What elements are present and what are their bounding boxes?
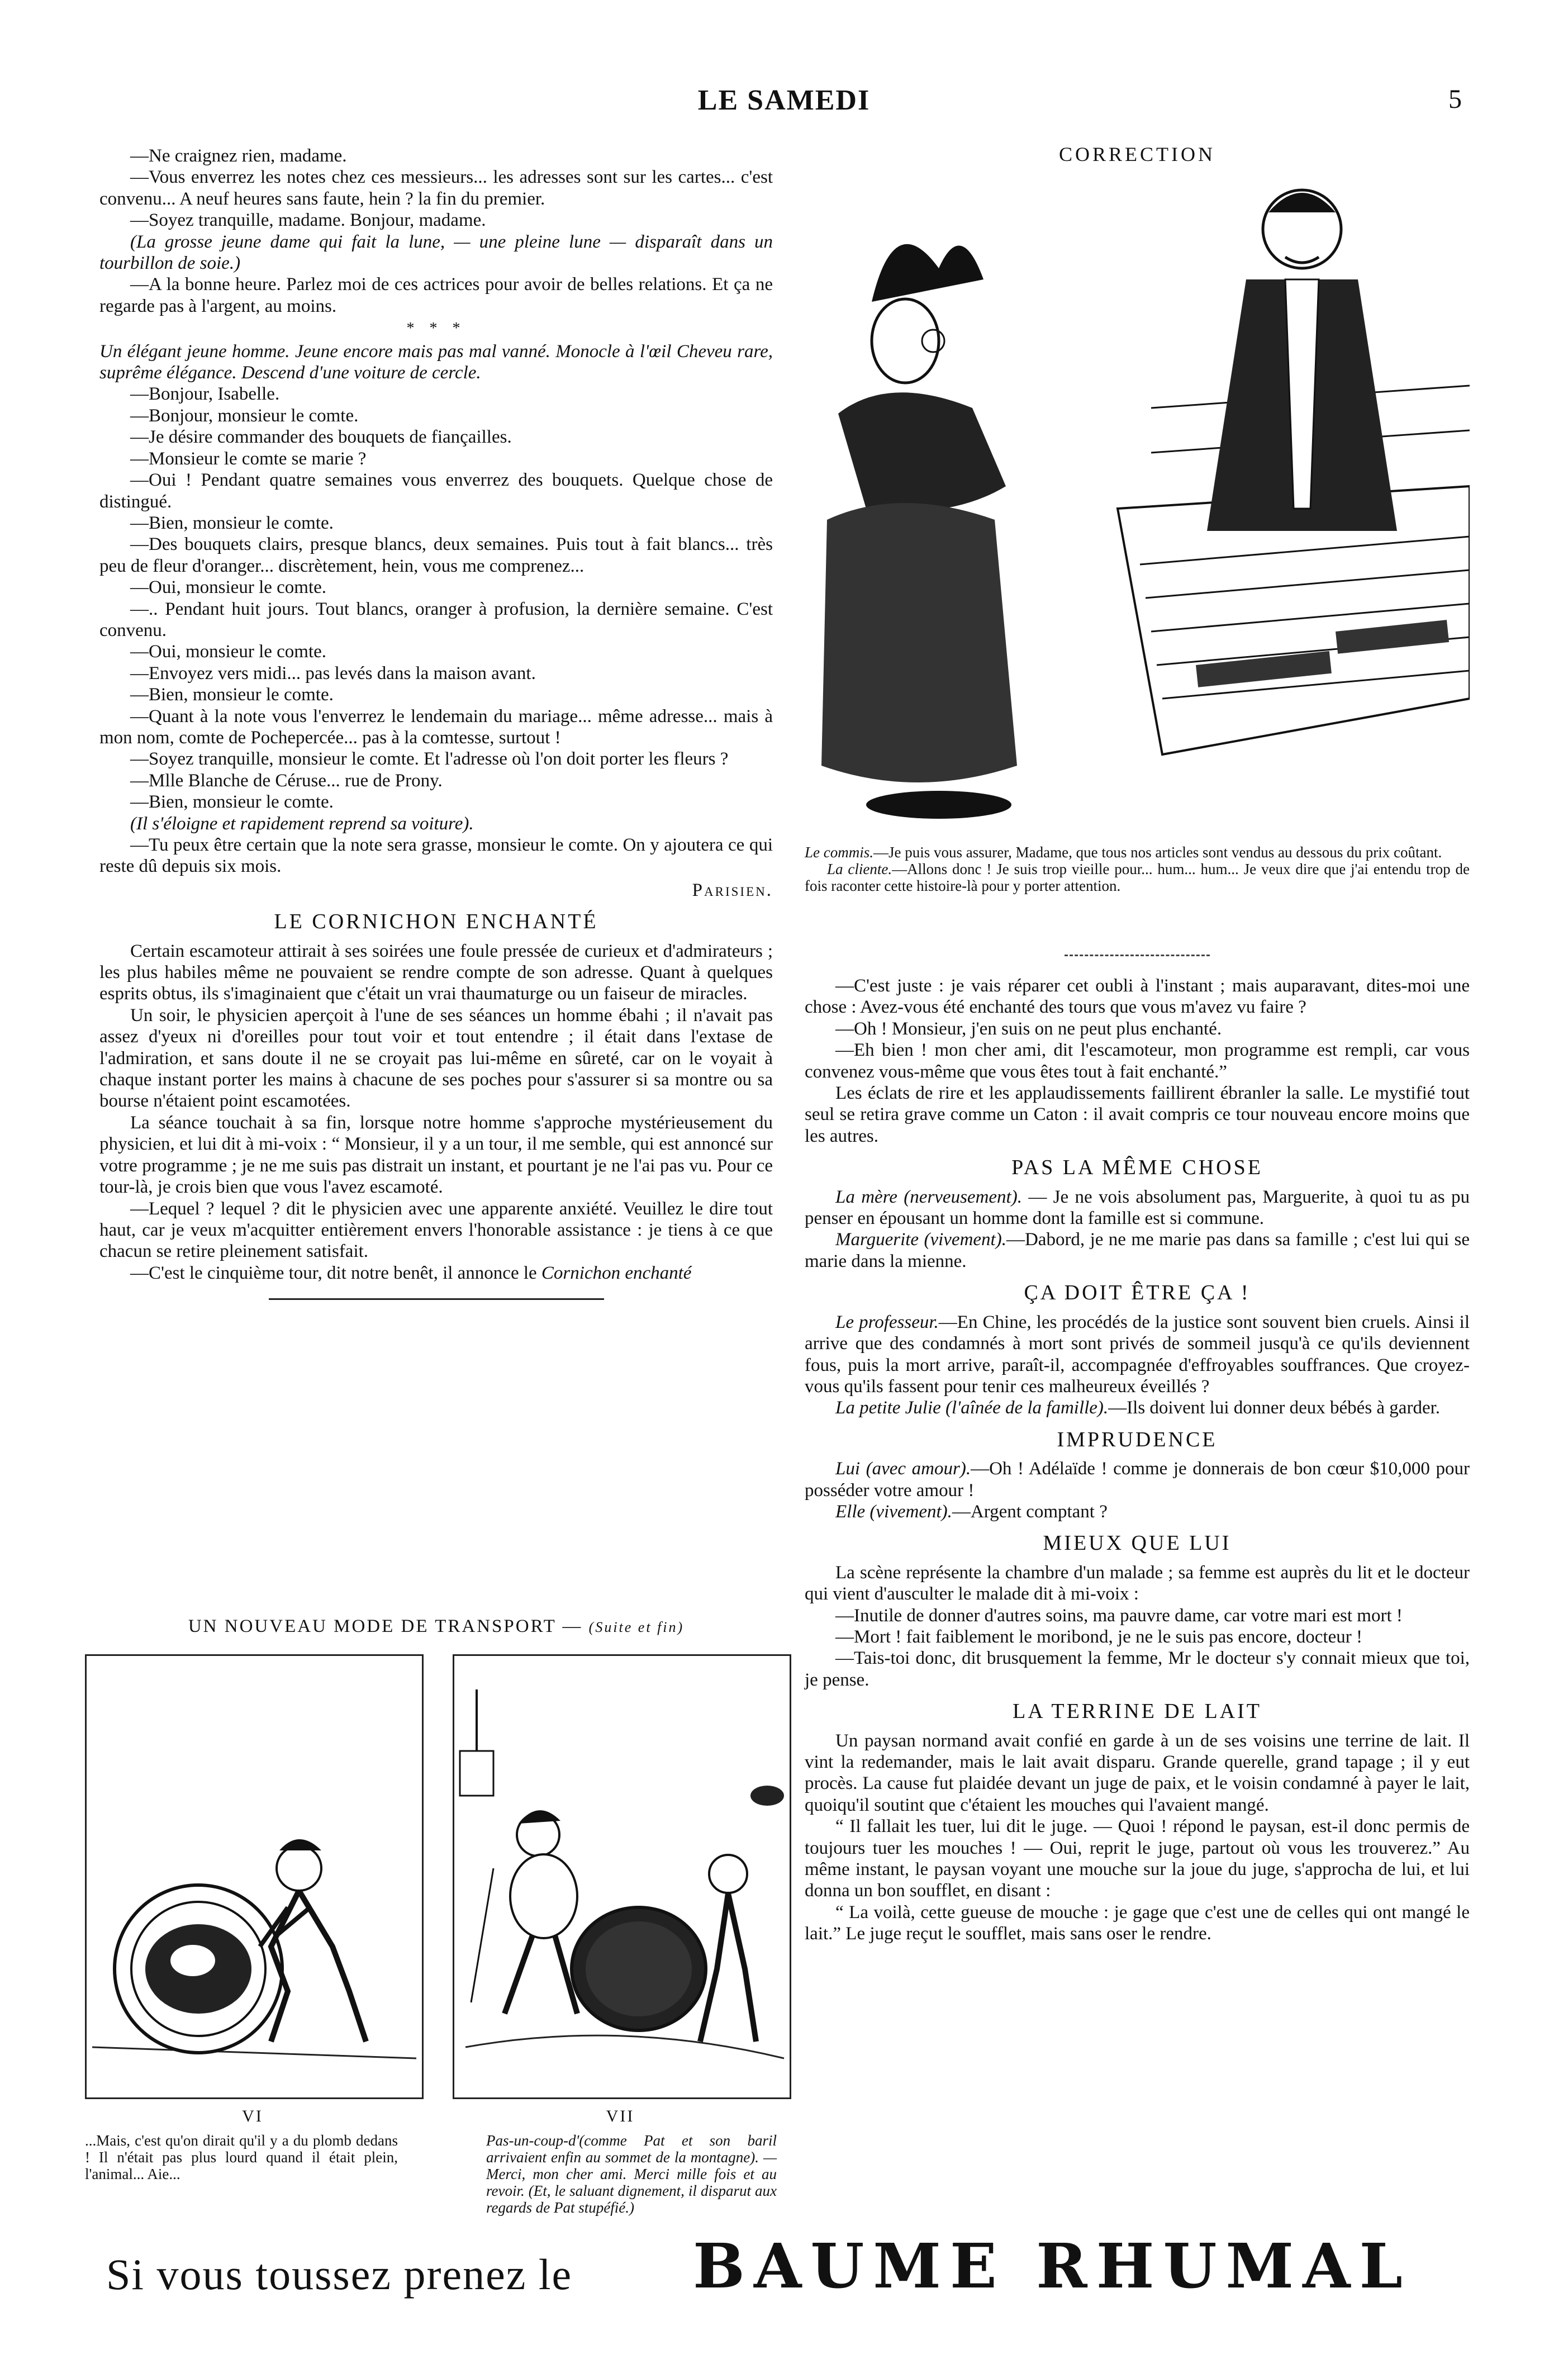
dialogue-line: —A la bonne heure. Parlez moi de ces actrices pour avoir de belles relations. Et ça ne regarde pas à l'argent, au moins.: [99, 274, 773, 316]
paragraph: Un soir, le physicien aperçoit à l'une de ses séances un homme ébahi ; il n'avait pas assez d'yeux ni d'oreilles pour tout voir et tout entendre ; il était dans l'extase de l'admiration, et sans doute il ne se croyait pas lui-même en sûreté, car on le voyait à chaque instant porter les mains à chacune de ses poches pour s'assurer si sa montre ou sa bourse n'étaient point escamotées.: [99, 1005, 773, 1112]
comic-panel-6-number: VI: [242, 2107, 263, 2125]
dialogue-line: —Oui ! Pendant quatre semaines vous enverrez des bouquets. Quelque chose de distingué.: [99, 470, 773, 512]
line: — Je ne vois absolument pas, Marguerite, à quoi tu as pu penser en épousant un homme dont la famille est si commune.: [805, 1186, 1470, 1229]
paragraph-text: —C'est le cinquième tour, dit notre benêt, il annonce le: [130, 1262, 541, 1283]
paragraph: Un paysan normand avait confié en garde à un de ses voisins une terrine de lait. Il vint la redemander, mais le lait avait disparu. Grande querelle, grand tapage ; il y eut procès. La cause fut plaidée devant un juge de paix, et le voisin condamné à payer le lait, quoiqu'il soutint que c'étaient les mouches qui l'avaient mangé.: [805, 1730, 1470, 1815]
line: —Ils doivent lui donner deux bébés à garder.: [1108, 1398, 1441, 1418]
advert-brand: BAUME RHUMAL: [693, 2230, 1412, 2302]
dialogue-line: —Bonjour, Isabelle.: [130, 384, 280, 405]
divider: [269, 1298, 604, 1300]
speaker: La petite Julie (l'aînée de la famille).: [835, 1398, 1109, 1418]
dialogue-line: —Tais-toi donc, dit brusquement la femme, Mr le docteur s'y connait mieux que toi, je pense.: [805, 1648, 1470, 1690]
speaker-customer: La cliente.: [827, 861, 892, 877]
comic-panel-7-illustration: [454, 1656, 790, 2097]
comic-panel-7-caption: Pas-un-coup-d'(comme Pat et son baril arrivaient enfin au sommet de la montagne). — Merci, mon cher ami. Merci mille fois et au revoir. (Et, le saluant dignement, il disparut aux regards de Pat stupéfié.): [486, 2132, 777, 2216]
customer-quote: —Allons donc ! Je suis trop vieille pour... hum... hum... Je veux dire que j'ai entendu trop de fois raconter cette histoire-là pour y porter attention.: [805, 861, 1470, 894]
speaker: Le professeur.: [835, 1312, 939, 1332]
dialogue-line: —Bien, monsieur le comte.: [130, 792, 334, 813]
dialogue-line: —Bonjour, monsieur le comte.: [130, 405, 359, 426]
dialogue-line: [805, 1397, 1470, 1418]
caption-line-clerk: [805, 844, 1470, 861]
dialogue-line: —Envoyez vers midi... pas levés dans la maison avant.: [130, 663, 536, 684]
shop-scene-illustration: [805, 173, 1470, 838]
page-title: LE SAMEDI: [697, 84, 871, 116]
comic-panel-6-illustration: [87, 1656, 422, 2097]
dialogue-line: —Soyez tranquille, monsieur le comte. Et l'adresse où l'on doit porter les fleurs ?: [130, 749, 729, 770]
line: —Dabord, je ne me marie pas dans sa famille ; c'est lui qui se marie dans la mienne.: [805, 1230, 1470, 1271]
paragraph-italic: Cornichon enchanté: [541, 1262, 692, 1283]
dialogue-line: [805, 1501, 1470, 1522]
section-title-mieux: MIEUX QUE LUI: [1043, 1531, 1232, 1555]
speaker: La mère (nerveusement).: [835, 1186, 1022, 1207]
section-title-ca: ÇA DOIT ÊTRE ÇA !: [1024, 1281, 1251, 1305]
illustration-title: CORRECTION: [1058, 143, 1215, 165]
stage-direction: Un élégant jeune homme. Jeune encore mais pas mal vanné. Monocle à l'œil Cheveu rare, suprême élégance. Descend d'une voiture de cercle.: [99, 341, 773, 383]
paragraph: —Eh bien ! mon cher ami, dit l'escamoteur, mon programme est rempli, car vous convenez vous-même que vous êtes tout à fait enchanté.”: [805, 1040, 1470, 1082]
advert-text: Si vous toussez prenez le: [106, 2250, 573, 2299]
paragraph: La séance touchait à sa fin, lorsque notre homme s'approche mystérieusement du physicien, et lui dit à mi-voix : “ Monsieur, il y a un tour, il me semble, qui est annoncé sur votre programme ; je ne me suis pas distrait un instant, et pourtant je ne l'ai pas vu. Pour ce tour-là, je crois bien que vous l'avez escamoté.: [99, 1112, 773, 1198]
clerk-quote: —Je puis vous assurer, Madame, que tous nos articles sont vendus au dessous du prix coûtant.: [873, 844, 1442, 861]
paragraph: “ Il fallait les tuer, lui dit le juge. — Quoi ! répond le paysan, est-il donc permis de toujours tuer les mouches ! — Oui, reprit le juge, partout où vous les trouverez.” Au même instant, le paysan voyant une mouche sur la joue du juge, s'approcha de lui, et lui donna un bon soufflet, en disant :: [805, 1816, 1470, 1901]
paragraph: Certain escamoteur attirait à ses soirées une foule pressée de curieux et d'admirateurs ; les plus habiles même ne pouvaient se rendre compte de son adresse. Quant à quelques esprits obtus, ils s'imaginaient que c'était un vrai thaumaturge ou un faiseur de miracles.: [99, 941, 773, 1004]
dialogue-line: —Monsieur le comte se marie ?: [130, 448, 367, 469]
line: —Argent comptant ?: [952, 1501, 1108, 1522]
dialogue-line: —Vous enverrez les notes chez ces messieurs... les adresses sont sur les cartes... c'est convenu... A neuf heures sans faute, hein ? la fin du premier.: [99, 167, 773, 209]
paragraph: “ La voilà, cette gueuse de mouche : je gage que c'est une de celles qui ont mangé le lait.” Le juge reçut le soufflet, mais sans oser le rendre.: [805, 1902, 1470, 1944]
dialogue-line: [805, 1186, 1470, 1230]
comic-panel-6: [85, 1654, 424, 2099]
illustration-caption: [805, 844, 1470, 894]
dialogue-line: —Je désire commander des bouquets de fiançailles.: [130, 427, 512, 448]
dialogue-line: —Des bouquets clairs, presque blancs, deux semaines. Puis tout à fait blancs... très peu de fleur d'oranger... discrètement, hein, vous me comprenez...: [99, 534, 773, 576]
paragraph: Les éclats de rire et les applaudissements faillirent ébranler la salle. Le mystifié tout seul se retira grave comme un Caton : il avait compris ce tour nouveau encore moins que les autres.: [805, 1083, 1470, 1146]
paragraph: La scène représente la chambre d'un malade ; sa femme est auprès du lit et le docteur qui vient d'ausculter le malade dit à mi-voix :: [805, 1562, 1470, 1605]
dialogue-line: —Inutile de donner d'autres soins, ma pauvre dame, car votre mari est mort !: [835, 1605, 1403, 1626]
stage-direction: (La grosse jeune dame qui fait la lune, — une pleine lune — disparaît dans un tourbillon de soie.): [99, 231, 773, 274]
dialogue-line: —Bien, monsieur le comte.: [130, 512, 334, 533]
dialogue-line: —Oui, monsieur le comte.: [130, 642, 327, 662]
dialogue-line: —Ne craignez rien, madame.: [130, 146, 347, 166]
comic-title-suffix: (Suite et fin): [588, 1619, 685, 1635]
comic-panel-6-caption: ...Mais, c'est qu'on dirait qu'il y a du plomb dedans ! Il n'était pas plus lourd quand il était plein, l'animal... Aie...: [85, 2132, 398, 2182]
speaker-clerk: Le commis.: [805, 844, 873, 861]
dialogue-line: —Quant à la note vous l'enverrez le lendemain du mariage... même adresse... mais à mon nom, comte de Pochepercée... pas à la comtesse, surtout !: [99, 706, 773, 748]
section-title-terrine: LA TERRINE DE LAIT: [1013, 1700, 1262, 1724]
section-title-imprudence: IMPRUDENCE: [1057, 1427, 1218, 1451]
comic-title: [99, 1616, 773, 1637]
speaker: Marguerite (vivement).: [835, 1230, 1006, 1250]
correction-illustration: [805, 173, 1470, 838]
comic-panel-7: [453, 1654, 791, 2099]
comic-title-text: UN NOUVEAU MODE DE TRANSPORT —: [188, 1616, 589, 1636]
dialogue-line: —Soyez tranquille, madame. Bonjour, madame.: [130, 210, 486, 231]
dialogue-line: [805, 1229, 1470, 1272]
comic-panel-7-number: VII: [606, 2107, 635, 2125]
caption-line-customer: [805, 861, 1470, 894]
stage-direction: (Il s'éloigne et rapidement reprend sa voiture).: [130, 813, 474, 834]
paragraph: —Lequel ? lequel ? dit le physicien avec une apparente anxiété. Veuillez le dire tout haut, car je veux m'acquitter entièrement envers l'honorable assistance : je tiens à ce que chacun se retire pleinement satisfait.: [99, 1198, 773, 1262]
dialogue-line: —Mlle Blanche de Céruse... rue de Prony.: [130, 770, 443, 791]
dialogue-line: —Tu peux être certain que la note sera grasse, monsieur le comte. On y ajoutera ce qui reste dû depuis six mois.: [99, 835, 773, 877]
paragraph: —C'est juste : je vais réparer cet oubli à l'instant ; mais auparavant, dites-moi une chose : Avez-vous été enchanté des tours que vous m'avez vu faire ?: [805, 976, 1470, 1018]
dialogue-line: [805, 1312, 1470, 1398]
author-signature: Parisien.: [692, 880, 773, 900]
page-number: 5: [1448, 84, 1462, 114]
line: —En Chine, les procédés de la justice sont souvent bien cruels. Ainsi il arrive que des condamnés à mort sont privés de sommeil jusqu'à ce qu'ils deviennent fous, puis la mort arrive, paraît-il, accompagnée d'effroyables souffrances. Que croyez-vous qu'ils fassent pour tenir ces malheureux éveillés ?: [805, 1312, 1470, 1397]
speaker: Lui (avec amour).: [835, 1459, 971, 1479]
dialogue-line: [805, 1458, 1470, 1501]
divider: [1065, 955, 1210, 956]
speaker: Elle (vivement).: [835, 1501, 952, 1522]
dialogue-line: —Oui, monsieur le comte.: [130, 577, 327, 598]
paragraph: —Oh ! Monsieur, j'en suis on ne peut plus enchanté.: [835, 1018, 1222, 1039]
dialogue-line: —Mort ! fait faiblement le moribond, je ne le suis pas encore, docteur !: [835, 1626, 1362, 1647]
line: —Oh ! Adélaïde ! comme je donnerais de bon cœur $10,000 pour posséder votre amour !: [805, 1459, 1470, 1501]
section-title-pas: PAS LA MÊME CHOSE: [1011, 1156, 1263, 1180]
paragraph: [99, 1262, 773, 1284]
right-column: [805, 975, 1470, 1945]
left-column: [99, 145, 773, 1300]
dialogue-line: —.. Pendant huit jours. Tout blancs, oranger à profusion, la dernière semaine. C'est convenu.: [99, 599, 773, 640]
section-stars: * * *: [406, 320, 466, 338]
section-title-cornichon: LE CORNICHON ENCHANTÉ: [274, 910, 598, 934]
dialogue-line: —Bien, monsieur le comte.: [130, 685, 334, 705]
